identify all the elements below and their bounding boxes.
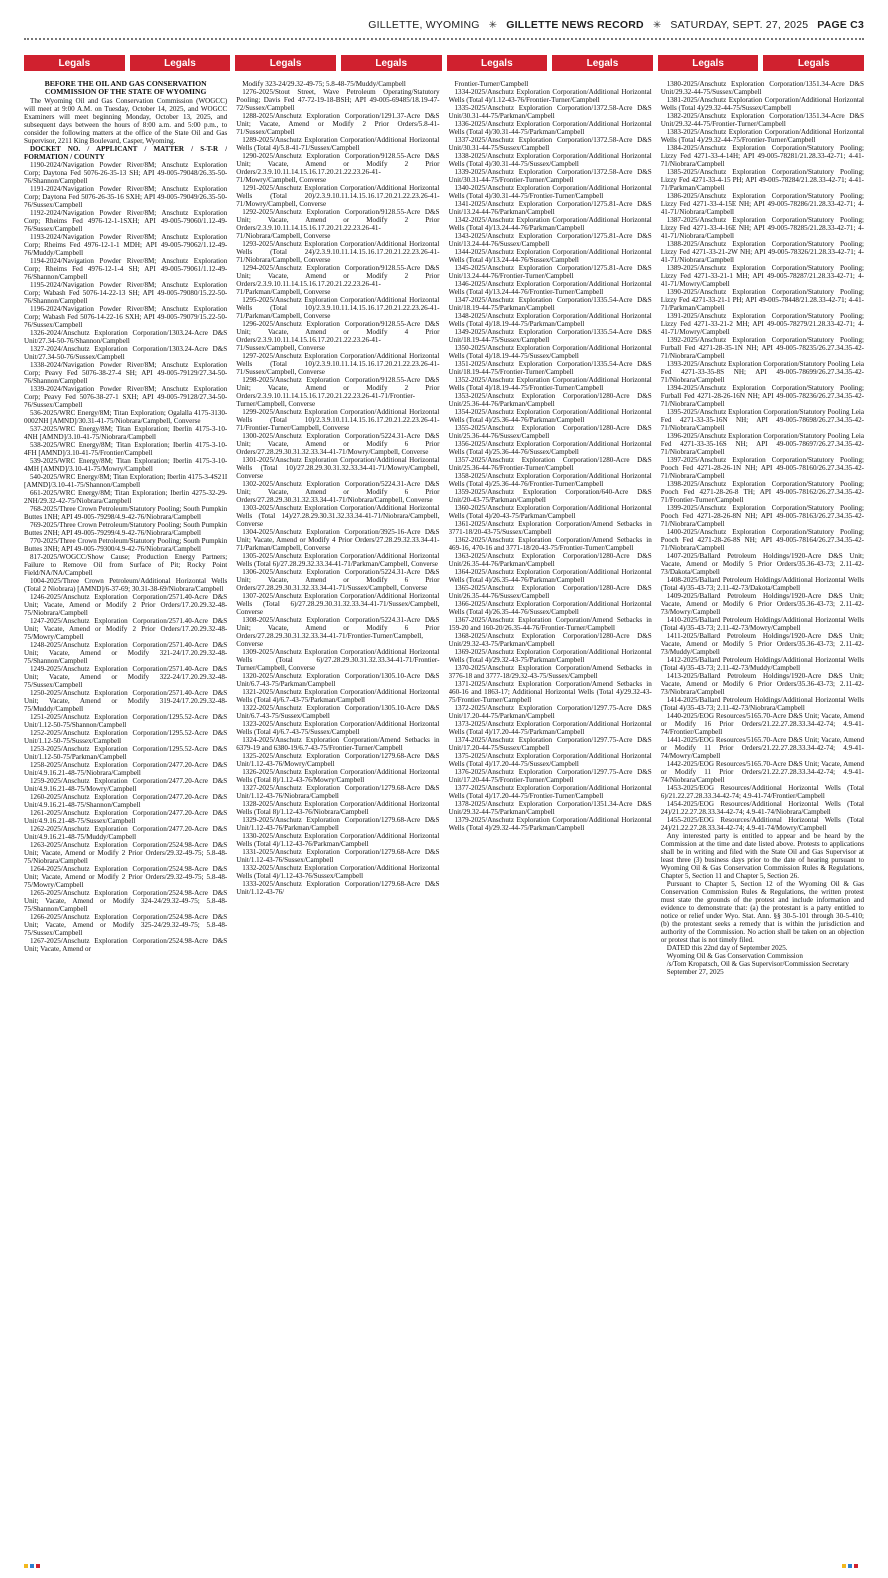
- legal-paragraph: 1393-2025/Anschutz Exploration Corporation/Statutory Pooling Leia Fed 4271-33-35-8S NH; API 49-005-78699/26.27.34.35-42-71/Niobrara/Campbell: [660, 360, 864, 384]
- legal-paragraph: 1379-2025/Anschutz Exploration Corporation/Additional Horizontal Wells (Total 4)/29.32-44-75/Parkman/Campbell: [448, 816, 652, 832]
- legal-paragraph: 1365-2025/Anschutz Exploration Corporation/1280-Acre D&S Unit/26.35-44-76/Sussex/Campbell: [448, 584, 652, 600]
- legal-paragraph: 1339-2024/Navigation Powder River/8M; Anschutz Exploration Corp; Peavy Fed 5076-38-27-1 SXH; API 49-005-79128/27.34-50-76/Sussex/Campbell: [24, 384, 228, 409]
- docket-header: DOCKET NO. / APPLICANT / MATTER / S-T-R / FORMATION / COUNTY: [24, 144, 228, 161]
- legal-paragraph: /s/Tom Kropatsch, Oil & Gas Supervisor/Commission Secretary: [666, 960, 849, 968]
- legal-paragraph: 1258-2025/Anschutz Exploration Corporation/2477.20-Acre D&S Unit/4.9.16.21-48-75/Niobrara/Campbell: [24, 760, 228, 777]
- legal-paragraph: 1325-2025/Anschutz Exploration Corporation/1279.68-Acre D&S Unit/1.12-43-76/Mowry/Campbell: [236, 752, 440, 768]
- legal-paragraph: 1383-2025/Anschutz Exploration Corporation/Additional Horizontal Wells (Total 4)/29.32-44-75/Frontier-Turner/Campbell: [660, 128, 864, 144]
- legal-paragraph: 1308-2025/Anschutz Exploration Corporation/5224.31-Acre D&S Unit; Vacate, Amend or Modify 6 Prior Orders/27.28.29.30.31.32.33.34-41-71/Frontier-Turner/Campbell, Converse: [236, 616, 440, 648]
- legal-paragraph: 661-2025/WRC Energy/8M; Titan Exploration; Iberlin 4275-32-29-2NH/29.32-42-75/Niobrara/Campbell: [24, 488, 228, 505]
- legal-paragraph: 1330-2025/Anschutz Exploration Corporation/Additional Horizontal Wells (Total 4)/1.12-43-76/Parkman/Campbell: [236, 832, 440, 848]
- legal-paragraph: 1249-2025/Anschutz Exploration Corporation/2571.40-Acre D&S Unit; Vacate, Amend or Modify 322-24/17.20.29.32-48-75/Sussex/Campbell: [24, 664, 228, 689]
- legal-paragraph: Frontier-Turner/Campbell: [454, 80, 529, 88]
- legal-paragraph: 1334-2025/Anschutz Exploration Corporation/Additional Horizontal Wells (Total 4)/1.12-43-76/Frontier-Turner/Campbell: [448, 88, 652, 104]
- legal-paragraph: 1321-2025/Anschutz Exploration Corporation/Additional Horizontal Wells (Total 4)/6.7-43-75/Parkman/Campbell: [236, 688, 440, 704]
- section-label: Legals: [447, 55, 548, 71]
- legal-paragraph: 537-2025/WRC Energy/8M; Titan Exploration; Iberlin 4175-3-10-4NH [AMND]/3.10-41-75/Niobrara/Campbell: [24, 424, 228, 441]
- legal-paragraph: Modify 323-24/29.32-49-75; 5.8-48-75/Muddy/Campbell: [242, 80, 406, 88]
- legal-paragraph: 1246-2025/Anschutz Exploration Corporation/2571.40-Acre D&S Unit; Vacate, Amend or Modify 2 Prior Orders/17.20.29.32-48-75/Niobrara/Campbell: [24, 592, 228, 617]
- legal-paragraph: 1329-2025/Anschutz Exploration Corporation/1279.68-Acre D&S Unit/1.12-43-76/Parkman/Campbell: [236, 816, 440, 832]
- registration-dot: [36, 1564, 40, 1568]
- legal-notice-body: [24, 80, 864, 1558]
- legal-paragraph: 1398-2025/Anschutz Exploration Corporation/Statutory Pooling; Pooch Fed 4271-28-26-8 TH; API 49-005-78162/26.27.34.35-42-71/Frontier-Turner/Campbell: [660, 480, 864, 504]
- masthead-paper-name: GILLETTE NEWS RECORD: [506, 19, 644, 31]
- legal-paragraph: 1307-2025/Anschutz Exploration Corporation/Additional Horizontal Wells (Total 6)/27.28.29.30.31.32.33.34-41-71/Sussex/Campbell, Converse: [236, 592, 440, 616]
- legal-paragraph: 1351-2025/Anschutz Exploration Corporation/1335.54-Acre D&S Unit/18.19-44-75/Frontier-Turner/Campbell: [448, 360, 652, 376]
- legal-paragraph: 1389-2025/Anschutz Exploration Corporation/Statutory Pooling; Lizzy Fed 4271-33-21-1 MH; API 49-005-78287/21.28.33-42-71; 4-41-71/Mowry/Campbell: [660, 264, 864, 288]
- legal-paragraph: 1339-2025/Anschutz Exploration Corporation/1372.58-Acre D&S Unit/30.31-44-75/Frontier-Turner/Campbell: [448, 168, 652, 184]
- legal-paragraph: 1290-2025/Anschutz Exploration Corporation/9128.55-Acre D&S Unit; Vacate, Amend or Modify 2 Prior Orders/2.3.9.10.11.14.15.16.17.20.21.22.23.26-41-71/Mowry/Campbell, Converse: [236, 152, 440, 184]
- legal-paragraph: 1372-2025/Anschutz Exploration Corporation/1297.75-Acre D&S Unit/17.20-44-75/Parkman/Campbell: [448, 704, 652, 720]
- legal-paragraph: 1302-2025/Anschutz Exploration Corporation/5224.31-Acre D&S Unit; Vacate, Amend or Modify 6 Prior Orders/27.28.29.30.31.32.33.34-41-71/Niobrara/Campbell, Converse: [236, 480, 440, 504]
- legal-paragraph: 1373-2025/Anschutz Exploration Corporation/Additional Horizontal Wells (Total 4)/17.20-44-75/Parkman/Campbell: [448, 720, 652, 736]
- legal-paragraph: 1391-2025/Anschutz Exploration Corporation/Statutory Pooling; Lizzy Fed 4271-33-21-2 MH; API 49-005-78279/21.28.33-42-71; 4-41-71/Mowry/Campbell: [660, 312, 864, 336]
- legal-paragraph: 1297-2025/Anschutz Exploration Corporation/Additional Horizontal Wells (Total 10)/2.3.9.10.11.14.15.16.17.20.21.22.23.26-41-71/Sussex/Campbell, Converse: [236, 352, 440, 376]
- section-ribbons: [24, 55, 864, 71]
- legal-paragraph: 1288-2025/Anschutz Exploration Corporation/1291.37-Acre D&S Unit; Vacate, Amend or Modify 2 Prior Orders/5.8-41-71/Sussex/Campbell: [236, 112, 440, 136]
- legal-paragraph: Pursuant to Chapter 5, Section 12 of the Wyoming Oil & Gas Conservation Commission Rules & Regulations, the written protest must state the grounds of the protest and include information and evidence to demonstrate that: (a) the protestant is a party entitled to notice or relief under Wyo. Stat. Ann. §§ 30-5-101 through 30-5-410; (b) the protestant seeks a remedy that is within the jurisdiction and authority of the Commission. No action shall be taken on an objection or protest that is not timely filed.: [660, 880, 864, 944]
- legal-paragraph: 1394-2025/Anschutz Exploration Corporation/Statutory Pooling; Furball Fed 4271-28-26-16N NH; API 49-005-78236/26.27.34.35-42-71/Niobrara/Campbell: [660, 384, 864, 408]
- legal-paragraph: 1410-2025/Ballard Petroleum Holdings/Additional Horizontal Wells (Total 4)/35-43-73; 2.11-42-73/Mowry/Campbell: [660, 616, 864, 632]
- legal-paragraph: 817-2025/WOGCC/Show Cause; Production Energy Partners; Failure to Remove Oil from Surface of Pit; Rocky Point Field/NA/NA/Campbell: [24, 552, 228, 577]
- legal-paragraph: 1366-2025/Anschutz Exploration Corporation/Additional Horizontal Wells (Total 4)/26.35-44-76/Sussex/Campbell: [448, 600, 652, 616]
- legal-paragraph: 1376-2025/Anschutz Exploration Corporation/1297.75-Acre D&S Unit/17.20-44-75/Frontier-Turner/Campbell: [448, 768, 652, 784]
- legal-paragraph: 1326-2024/Anschutz Exploration Corporation/1303.24-Acre D&S Unit/27.34-50-76/Shannon/Campbell: [24, 328, 228, 345]
- legal-paragraph: 1409-2025/Ballard Petroleum Holdings/1920-Acre D&S Unit; Vacate, Amend or Modify 6 Prior Orders/35.36-43-73; 2.11-42-73/Mowry/Campbell: [660, 592, 864, 616]
- legal-paragraph: 1387-2025/Anschutz Exploration Corporation/Statutory Pooling; Lizzy Fed 4271-33-4-16E NH; API 49-005-78285/21.28.33-42-71; 4-41-71/Niobrara/Campbell: [660, 216, 864, 240]
- legal-paragraph: 1371-2025/Anschutz Exploration Corporation/Amend Setbacks in 460-16 and 1863-17; Additional Horizontal Wells (Total 4)/29.32-43-75/Frontier-Turner/Campbell: [448, 680, 652, 704]
- legal-paragraph: 1399-2025/Anschutz Exploration Corporation/Statutory Pooling; Pooch Fed 4271-28-26-8N NH; API 49-005-78163/26.27.34.35-42-71/Niobrara/Campbell: [660, 504, 864, 528]
- legal-paragraph: 1300-2025/Anschutz Exploration Corporation/5224.31-Acre D&S Unit; Vacate, Amend or Modify 6 Prior Orders/27.28.29.30.31.32.33.34-41-71/Mowry/Campbell, Converse: [236, 432, 440, 456]
- legal-paragraph: 1395-2025/Anschutz Exploration Corporation/Statutory Pooling Leia Fed 4271-33-35-16N NH; API 49-005-78698/26.27.34.35-42-71/Niobrara/Campbell: [660, 408, 864, 432]
- legal-paragraph: 1359-2025/Anschutz Exploration Corporation/640-Acre D&S Unit/20-43-75/Parkman/Campbell: [448, 488, 652, 504]
- legal-paragraph: 1303-2025/Anschutz Exploration Corporation/Additional Horizontal Wells (Total 14)/27.28.29.30.31.32.33.34-41-71/Niobrara/Campbell, Converse: [236, 504, 440, 528]
- legal-paragraph: 1361-2025/Anschutz Exploration Corporation/Amend Setbacks in 3771-18/20-43-75/Sussex/Campbell: [448, 520, 652, 536]
- legal-paragraph: 1408-2025/Ballard Petroleum Holdings/Additional Horizontal Wells (Total 4)/35-43-73; 2.11-42-73/Dakota/Campbell: [660, 576, 864, 592]
- legal-paragraph: 1196-2024/Navigation Powder River/8M; Anschutz Exploration Corp; Wabash Fed 5076-14-22-16 SXH; API 49-005-79079/15.22-50-76/Sussex/Campbell: [24, 304, 228, 329]
- registration-dot: [854, 1564, 858, 1568]
- legal-paragraph: 1294-2025/Anschutz Exploration Corporation/9128.55-Acre D&S Unit; Vacate, Amend or Modify 2 Prior Orders/2.3.9.10.11.14.15.16.17.20.21.22.23.26-41-71/Parkman/Campbell, Converse: [236, 264, 440, 296]
- legal-paragraph: 1380-2025/Anschutz Exploration Corporation/1351.34-Acre D&S Unit/29.32-44-75/Sussex/Campbell: [660, 80, 864, 96]
- legal-paragraph: 1253-2025/Anschutz Exploration Corporation/1295.52-Acre D&S Unit/1.12-50-75/Parkman/Campbell: [24, 744, 228, 761]
- legal-paragraph: 1289-2025/Anschutz Exploration Corporation/Additional Horizontal Wells (Total 4)/5.8-41-71/Sussex/Campbell: [236, 136, 440, 152]
- masthead: [24, 14, 864, 36]
- legal-paragraph: 1349-2025/Anschutz Exploration Corporation/1335.54-Acre D&S Unit/18.19-44-75/Sussex/Campbell: [448, 328, 652, 344]
- legal-paragraph: 1355-2025/Anschutz Exploration Corporation/1280-Acre D&S Unit/25.36-44-76/Sussex/Campbell: [448, 424, 652, 440]
- legal-paragraph: 1004-2025/Three Crown Petroleum/Additional Horizontal Wells (Total 2 Niobrara) [AMND]/6-37-69; 30.31-38-69/Niobrara/Campbell: [24, 576, 228, 593]
- legal-paragraph: 1293-2025/Anschutz Exploration Corporation/Additional Horizontal Wells (Total 24)/2.3.9.10.11.14.15.16.17.20.21.22.23.26-41-71/Niobrara/Campbell, Converse: [236, 240, 440, 264]
- legal-paragraph: 1382-2025/Anschutz Exploration Corporation/1351.34-Acre D&S Unit/29.32-44-75/Frontier-Turner/Campbell: [660, 112, 864, 128]
- legal-paragraph: 540-2025/WRC Energy/8M; Titan Exploration; Iberlin 4175-3-4S21I [AMND]/3.10-41-75/Shannon/Campbell: [24, 472, 228, 489]
- legal-paragraph: 1263-2025/Anschutz Exploration Corporation/2524.98-Acre D&S Unit; Vacate, Amend or Modify 2 Prior Orders/29.32-49-75; 5.8-48-75/Niobrara/Campbell: [24, 840, 228, 865]
- section-label: Legals: [235, 55, 336, 71]
- section-label: Legals: [552, 55, 653, 71]
- legal-paragraph: 1385-2025/Anschutz Exploration Corporation/Statutory Pooling; Lizzy Fed 4271-33-4-15 PH; API 49-005-78284/21.28.33-42-71; 4-41-71/Parkman/Campbell: [660, 168, 864, 192]
- legal-paragraph: 1340-2025/Anschutz Exploration Corporation/Additional Horizontal Wells (Total 4)/30.31-44-75/Frontier-Turner/Campbell: [448, 184, 652, 200]
- legal-paragraph: The Wyoming Oil and Gas Conservation Commission (WOGCC) will meet at 9:00 A.M. on Tuesday, October 14, 2025, and WOGCC Examiners will meet beginning Monday, October 13, 2025, and subsequent days between the hours of 8:00 a.m. and 5:00 p.m., to consider the following matters at the office of the State Oil and Gas Supervisor, 2211 King Boulevard, Casper, Wyoming.: [24, 96, 228, 145]
- legal-paragraph: 1247-2025/Anschutz Exploration Corporation/2571.40-Acre D&S Unit; Vacate, Amend or Modify 2 Prior Orders/17.20.29.32-48-75/Mowry/Campbell: [24, 616, 228, 641]
- legal-paragraph: 1369-2025/Anschutz Exploration Corporation/Additional Horizontal Wells (Total 4)/29.32-43-75/Parkman/Campbell: [448, 648, 652, 664]
- legal-paragraph: 1337-2025/Anschutz Exploration Corporation/1372.58-Acre D&S Unit/30.31-44-75/Sussex/Campbell: [448, 136, 652, 152]
- registration-dot: [24, 1564, 28, 1568]
- legal-paragraph: 1345-2025/Anschutz Exploration Corporation/1275.81-Acre D&S Unit/13.24-44-76/Frontier-Turner/Campbell: [448, 264, 652, 280]
- legal-paragraph: 1441-2025/EOG Resources/5165.70-Acre D&S Unit; Vacate, Amend or Modify 11 Prior Orders/21.22.27.28.33.34-42-74; 4.9-41-74/Mowry/Campbell: [660, 736, 864, 760]
- legal-paragraph: 1350-2025/Anschutz Exploration Corporation/Additional Horizontal Wells (Total 4)/18.19-44-75/Sussex/Campbell: [448, 344, 652, 360]
- text-column-1: [24, 80, 227, 1558]
- legal-paragraph: 1370-2025/Anschutz Exploration Corporation/Amend Setbacks in 3776-18 and 3777-18/29.32-43-75/Sussex/Campbell: [448, 664, 652, 680]
- legal-paragraph: 1354-2025/Anschutz Exploration Corporation/Additional Horizontal Wells (Total 4)/25.36-44-76/Parkman/Campbell: [448, 408, 652, 424]
- legal-paragraph: 1375-2025/Anschutz Exploration Corporation/Additional Horizontal Wells (Total 4)/17.20-44-75/Sussex/Campbell: [448, 752, 652, 768]
- legal-paragraph: 1346-2025/Anschutz Exploration Corporation/Additional Horizontal Wells (Total 4)/13.24-44-76/Frontier-Turner/Campbell: [448, 280, 652, 296]
- legal-paragraph: 1343-2025/Anschutz Exploration Corporation/1275.81-Acre D&S Unit/13.24-44-76/Sussex/Campbell: [448, 232, 652, 248]
- legal-paragraph: DATED this 22nd day of September 2025.: [666, 944, 788, 952]
- legal-paragraph: 1440-2025/EOG Resources/5165.70-Acre D&S Unit; Vacate, Amend or Modify 16 Prior Orders/21.22.27.28.33.34-42-74; 4.9-41-74/Frontier/Campbell: [660, 712, 864, 736]
- legal-paragraph: 1301-2025/Anschutz Exploration Corporation/Additional Horizontal Wells (Total 10)/27.28.29.30.31.32.33.34-41-71/Mowry/Campbell, Converse: [236, 456, 440, 480]
- section-label: Legals: [24, 55, 125, 71]
- legal-paragraph: 1320-2025/Anschutz Exploration Corporation/1305.10-Acre D&S Unit/6.7-43-75/Parkman/Campbell: [236, 672, 440, 688]
- legal-paragraph: 1262-2025/Anschutz Exploration Corporation/2477.20-Acre D&S Unit/4.9.16.21-48-75/Muddy/Campbell: [24, 824, 228, 841]
- legal-paragraph: 1305-2025/Anschutz Exploration Corporation/Additional Horizontal Wells (Total 6)/27.28.29.32.33.34-41-71/Parkman/Campbell, Converse: [236, 552, 440, 568]
- legal-paragraph: 1266-2025/Anschutz Exploration Corporation/2524.98-Acre D&S Unit; Vacate, Amend or Modify 325-24/29.32-49-75; 5.8-48-75/Sussex/Campbell: [24, 912, 228, 937]
- legal-paragraph: 1194-2024/Navigation Powder River/8M; Anschutz Exploration Corp; Rheims Fed 4976-12-1-4 SH; API 49-005-79061/1.12-49-76/Shannon/Campbell: [24, 256, 228, 281]
- legal-paragraph: 1407-2025/Ballard Petroleum Holdings/1920-Acre D&S Unit; Vacate, Amend or Modify 5 Prior Orders/35.36-43-73; 2.11-42-73/Dakota/Campbell: [660, 552, 864, 576]
- text-column-3: [449, 80, 652, 1558]
- legal-paragraph: 1195-2024/Navigation Powder River/8M; Anschutz Exploration Corp; Wabash Fed 5076-14-22-13 SH; API 49-005-79080/15.22-50-76/Shannon/Campbell: [24, 280, 228, 305]
- legal-paragraph: 1322-2025/Anschutz Exploration Corporation/1305.10-Acre D&S Unit/6.7-43-75/Sussex/Campbell: [236, 704, 440, 720]
- legal-paragraph: 770-2025/Three Crown Petroleum/Statutory Pooling; South Pumpkin Buttes 3NH; API 49-005-79300/4.9-42-76/Niobrara/Campbell: [24, 536, 228, 553]
- legal-paragraph: 1296-2025/Anschutz Exploration Corporation/9128.55-Acre D&S Unit; Vacate, Amend or Modify 4 Prior Orders/2.3.9.10.11.14.15.16.17.20.21.22.23.26-41-71/Sussex/Campbell, Converse: [236, 320, 440, 352]
- legal-paragraph: 1390-2025/Anschutz Exploration Corporation/Statutory Pooling; Lizzy Fed 4271-33-21-1 PH; API 49-005-78448/21.28.33-42-71; 4-41-71/Parkman/Campbell: [660, 288, 864, 312]
- color-registration-bar: [24, 1564, 864, 1569]
- legal-paragraph: 1261-2025/Anschutz Exploration Corporation/2477.20-Acre D&S Unit/4.9.16.21-48-75/Sussex/Campbell: [24, 808, 228, 825]
- legal-paragraph: 536-2025/WRC Energy/8M; Titan Exploration; Ogalalla 4175-3130-0002NH [AMND]/30.31-41-75/Niobrara/Campbell, Converse: [24, 408, 228, 425]
- masthead-page-number: PAGE C3: [817, 19, 864, 31]
- legal-paragraph: 1335-2025/Anschutz Exploration Corporation/1372.58-Acre D&S Unit/30.31-44-75/Parkman/Campbell: [448, 104, 652, 120]
- legal-paragraph: Any interested party is entitled to appear and be heard by the Commission at the time and date listed above. Protests to applications shall be in writing and filed with the State Oil and Gas Supervisor at least three (3) business days prior to the date of hearing pursuant to Wyoming Oil & Gas Conservation Commission Rules & Regulations, Chapter 5, Section 11 and Chapter 5, Section 26.: [660, 832, 864, 880]
- legal-paragraph: 1326-2025/Anschutz Exploration Corporation/Additional Horizontal Wells (Total 8)/1.12-43-76/Mowry/Campbell: [236, 768, 440, 784]
- legal-paragraph: 1384-2025/Anschutz Exploration Corporation/Statutory Pooling; Lizzy Fed 4271-33-4-14H; API 49-005-78281/21.28.33-42-71; 4-41-71/Niobrara/Campbell: [660, 144, 864, 168]
- legal-paragraph: 1276-2025/Stout Street, Wave Petroleum Operating/Statutory Pooling; Davis Fed 47-72-19-18-BSH; API 49-005-69485/18.19-47-72/Sussex/Campbell: [236, 88, 440, 112]
- legal-paragraph: 1332-2025/Anschutz Exploration Corporation/Additional Horizontal Wells (Total 4)/1.12-43-76/Sussex/Campbell: [236, 864, 440, 880]
- legal-paragraph: 1348-2025/Anschutz Exploration Corporation/Additional Horizontal Wells (Total 4)/18.19-44-75/Parkman/Campbell: [448, 312, 652, 328]
- legal-paragraph: 1381-2025/Anschutz Exploration Corporation/Additional Horizontal Wells (Total 4)/29.32-44-75/Sussex/Campbell: [660, 96, 864, 112]
- legal-paragraph: 1352-2025/Anschutz Exploration Corporation/Additional Horizontal Wells (Total 4)/18.19-44-75/Frontier-Turner/Campbell: [448, 376, 652, 392]
- legal-paragraph: 1344-2025/Anschutz Exploration Corporation/Additional Horizontal Wells (Total 4)/13.24-44-76/Sussex/Campbell: [448, 248, 652, 264]
- section-label: Legals: [130, 55, 231, 71]
- legal-paragraph: 1190-2024/Navigation Powder River/8M; Anschutz Exploration Corp; Daytona Fed 5076-26-35-13 SH; API 49-005-79048/26.35-50-76/Shannon/Campbell: [24, 160, 228, 185]
- section-label: Legals: [658, 55, 759, 71]
- legal-paragraph: 1413-2025/Ballard Petroleum Holdings/1920-Acre D&S Unit; Vacate, Amend or Modify 6 Prior Orders/35.36-43-73; 2.11-42-73/Niobrara/Campbell: [660, 672, 864, 696]
- legal-paragraph: 1299-2025/Anschutz Exploration Corporation/Additional Horizontal Wells (Total 10)/2.3.9.10.11.14.15.16.17.20.21.22.23.26-41-71/Frontier-Turner/Campbell, Converse: [236, 408, 440, 432]
- legal-paragraph: 1298-2025/Anschutz Exploration Corporation/9128.55-Acre D&S Unit; Vacate, Amend or Modify 2 Prior Orders/2.3.9.10.11.14.15.16.17.20.21.22.23.26-41-71/Frontier-Turner/Campbell, Converse: [236, 376, 440, 408]
- legal-paragraph: 1453-2025/EOG Resources/Additional Horizontal Wells (Total 6)/21.22.27.28.33.34-42-74; 4.9-41-74/Frontier/Campbell: [660, 784, 864, 800]
- legal-paragraph: 1397-2025/Anschutz Exploration Corporation/Statutory Pooling; Pooch Fed 4271-28-26-1N NH; API 49-005-78160/26.27.34.35-42-71/Niobrara/Campbell: [660, 456, 864, 480]
- registration-dot: [30, 1564, 34, 1568]
- legal-paragraph: 539-2025/WRC Energy/8M; Titan Exploration; Iberlin 4175-3-10-4MH [AMND]/3.10-41-75/Mowry/Campbell: [24, 456, 228, 473]
- legal-paragraph: 1323-2025/Anschutz Exploration Corporation/Additional Horizontal Wells (Total 4)/6.7-43-75/Sussex/Campbell: [236, 720, 440, 736]
- legal-paragraph: 1191-2024/Navigation Powder River/8M; Anschutz Exploration Corp; Daytona Fed 5076-26-35-16 SXH; API 49-005-79049/26.35-50-76/Sussex/Campbell: [24, 184, 228, 209]
- legal-paragraph: 1357-2025/Anschutz Exploration Corporation/1280-Acre D&S Unit/25.36-44-76/Frontier-Turner/Campbell: [448, 456, 652, 472]
- legal-paragraph: 1309-2025/Anschutz Exploration Corporation/Additional Horizontal Wells (Total 6)/27.28.29.30.31.32.33.34-41-71/Frontier-Turner/Campbell, Converse: [236, 648, 440, 672]
- registration-dot: [842, 1564, 846, 1568]
- legal-paragraph: 1338-2025/Anschutz Exploration Corporation/Additional Horizontal Wells (Total 4)/30.31-44-75/Sussex/Campbell: [448, 152, 652, 168]
- section-label: Legals: [341, 55, 442, 71]
- legal-paragraph: 768-2025/Three Crown Petroleum/Statutory Pooling; South Pumpkin Buttes 1NH; API 49-005-79298/4.9-42-76/Niobrara/Campbell: [24, 504, 228, 521]
- legal-paragraph: 1260-2025/Anschutz Exploration Corporation/2477.20-Acre D&S Unit/4.9.16.21-48-75/Shannon/Campbell: [24, 792, 228, 809]
- legal-paragraph: 1374-2025/Anschutz Exploration Corporation/1297.75-Acre D&S Unit/17.20-44-75/Sussex/Campbell: [448, 736, 652, 752]
- legal-paragraph: 1367-2025/Anschutz Exploration Corporation/Amend Setbacks in 159-20 and 160-20/26.35-44-76/Frontier-Turner/Campbell: [448, 616, 652, 632]
- legal-paragraph: 1377-2025/Anschutz Exploration Corporation/Additional Horizontal Wells (Total 4)/17.20-44-75/Frontier-Turner/Campbell: [448, 784, 652, 800]
- legal-paragraph: 1267-2025/Anschutz Exploration Corporation/2524.98-Acre D&S Unit; Vacate, Amend or: [24, 936, 228, 953]
- legal-paragraph: 1324-2025/Anschutz Exploration Corporation/Amend Setbacks in 6379-19 and 6380-19/6.7-43-75/Frontier-Turner/Campbell: [236, 736, 440, 752]
- legal-paragraph: 1333-2025/Anschutz Exploration Corporation/1279.68-Acre D&S Unit/1.12-43-76/: [236, 880, 440, 896]
- legal-paragraph: 1347-2025/Anschutz Exploration Corporation/1335.54-Acre D&S Unit/18.19-44-75/Parkman/Campbell: [448, 296, 652, 312]
- masthead-divider: [24, 38, 864, 42]
- legal-paragraph: 1454-2025/EOG Resources/Additional Horizontal Wells (Total 24)/21.22.27.28.33.34-42-74; 4.9-41-74/Niobrara/Campbell: [660, 800, 864, 816]
- legal-paragraph: 1442-2025/EOG Resources/5165.70-Acre D&S Unit; Vacate, Amend or Modify 11 Prior Orders/21.22.27.28.33.34-42-74; 4.9-41-74/Niobrara/Campbell: [660, 760, 864, 784]
- legal-paragraph: 1363-2025/Anschutz Exploration Corporation/1280-Acre D&S Unit/26.35-44-76/Parkman/Campbell: [448, 552, 652, 568]
- legal-paragraph: 1341-2025/Anschutz Exploration Corporation/1275.81-Acre D&S Unit/13.24-44-76/Parkman/Campbell: [448, 200, 652, 216]
- text-column-4: [661, 80, 864, 1558]
- legal-paragraph: 1292-2025/Anschutz Exploration Corporation/9128.55-Acre D&S Unit; Vacate, Amend or Modify 2 Prior Orders/2.3.9.10.11.14.15.16.17.20.21.22.23.26-41-71/Niobrara/Campbell, Converse: [236, 208, 440, 240]
- legal-paragraph: 538-2025/WRC Energy/8M; Titan Exploration; Iberlin 4175-3-10-4FH [AMND]/3.10-41-75/Frontier/Campbell: [24, 440, 228, 457]
- legal-paragraph: 1388-2025/Anschutz Exploration Corporation/Statutory Pooling; Lizzy Fed 4271-33-21-2W NH; API 49-005-78326/21.28.33-42-71; 4-41-71/Niobrara/Campbell: [660, 240, 864, 264]
- registration-dot: [848, 1564, 852, 1568]
- legal-paragraph: 1328-2025/Anschutz Exploration Corporation/Additional Horizontal Wells (Total 8)/1.12-43-76/Niobrara/Campbell: [236, 800, 440, 816]
- legal-paragraph: 1291-2025/Anschutz Exploration Corporation/Additional Horizontal Wells (Total 20)/2.3.9.10.11.14.15.16.17.20.21.22.23.26-41-71/Mowry/Campbell, Converse: [236, 184, 440, 208]
- notice-heading: BEFORE THE OIL AND GAS CONSERVATION COMMISSION OF THE STATE OF WYOMING: [44, 80, 207, 97]
- masthead-date: SATURDAY, SEPT. 27, 2025: [670, 19, 809, 31]
- star-icon: ✳: [488, 19, 498, 31]
- legal-paragraph: 1368-2025/Anschutz Exploration Corporation/1280-Acre D&S Unit/29.32-43-75/Parkman/Campbell: [448, 632, 652, 648]
- legal-paragraph: 1360-2025/Anschutz Exploration Corporation/Additional Horizontal Wells (Total 4)/20-43-75/Parkman/Campbell: [448, 504, 652, 520]
- section-label: Legals: [763, 55, 864, 71]
- legal-paragraph: 1411-2025/Ballard Petroleum Holdings/1920-Acre D&S Unit; Vacate, Amend or Modify 5 Prior Orders/35.36-43-73; 2.11-42-73/Muddy/Campbell: [660, 632, 864, 656]
- legal-paragraph: 1264-2025/Anschutz Exploration Corporation/2524.98-Acre D&S Unit; Vacate, Amend or Modify 2 Prior Orders/29.32-49-75; 5.8-48-75/Mowry/Campbell: [24, 864, 228, 889]
- masthead-location: GILLETTE, WYOMING: [368, 19, 480, 31]
- legal-paragraph: 1336-2025/Anschutz Exploration Corporation/Additional Horizontal Wells (Total 4)/30.31-44-75/Parkman/Campbell: [448, 120, 652, 136]
- legal-paragraph: 1248-2025/Anschutz Exploration Corporation/2571.40-Acre D&S Unit; Vacate, Amend or Modify 321-24/17.20.29.32-48-75/Shannon/Campbell: [24, 640, 228, 665]
- legal-paragraph: 1364-2025/Anschutz Exploration Corporation/Additional Horizontal Wells (Total 4)/26.35-44-76/Parkman/Campbell: [448, 568, 652, 584]
- legal-paragraph: 1342-2025/Anschutz Exploration Corporation/Additional Horizontal Wells (Total 4)/13.24-44-76/Parkman/Campbell: [448, 216, 652, 232]
- legal-paragraph: 1327-2024/Anschutz Exploration Corporation/1303.24-Acre D&S Unit/27.34-50-76/Sussex/Campbell: [24, 344, 228, 361]
- legal-paragraph: 1400-2025/Anschutz Exploration Corporation/Statutory Pooling; Pooch Fed 4271-28-26-8S NH; API 49-005-78164/26.27.34.35-42-71/Niobrara/Campbell: [660, 528, 864, 552]
- text-column-2: [236, 80, 439, 1558]
- legal-paragraph: 1455-2025/EOG Resources/Additional Horizontal Wells (Total 24)/21.22.27.28.33.34-42-74; 4.9-41-74/Mowry/Campbell: [660, 816, 864, 832]
- legal-paragraph: 1396-2025/Anschutz Exploration Corporation/Statutory Pooling Leia Fed 4271-33-35-16S NH; API 49-005-78697/26.27.34.35-42-71/Niobrara/Campbell: [660, 432, 864, 456]
- legal-paragraph: 1392-2025/Anschutz Exploration Corporation/Statutory Pooling; Furball Fed 4271-28-35-1N NH; API 49-005-78235/26.27.34.35-42-71/Niobrara/Campbell: [660, 336, 864, 360]
- legal-paragraph: 1259-2025/Anschutz Exploration Corporation/2477.20-Acre D&S Unit/4.9.16.21-48-75/Mowry/Campbell: [24, 776, 228, 793]
- legal-paragraph: 1193-2024/Navigation Powder River/8M; Anschutz Exploration Corp; Rheims Fed 4976-12-1-1 MDH; API 49-005-79062/1.12-49-76/Muddy/Campbell: [24, 232, 228, 257]
- legal-paragraph: 1295-2025/Anschutz Exploration Corporation/Additional Horizontal Wells (Total 10)/2.3.9.10.11.14.15.16.17.20.21.22.23.26-41-71/Parkman/Campbell, Converse: [236, 296, 440, 320]
- legal-paragraph: 1358-2025/Anschutz Exploration Corporation/Additional Horizontal Wells (Total 4)/25.36-44-76/Frontier-Turner/Campbell: [448, 472, 652, 488]
- legal-paragraph: 1414-2025/Ballard Petroleum Holdings/Additional Horizontal Wells (Total 4)/35-43-73; 2.11-42-73/Niobrara/Campbell: [660, 696, 864, 712]
- legal-paragraph: 1327-2025/Anschutz Exploration Corporation/1279.68-Acre D&S Unit/1.12-43-76/Niobrara/Campbell: [236, 784, 440, 800]
- legal-paragraph: 769-2025/Three Crown Petroleum/Statutory Pooling; South Pumpkin Buttes 2NH; API 49-005-79299/4.9-42-76/Niobrara/Campbell: [24, 520, 228, 537]
- legal-paragraph: 1250-2025/Anschutz Exploration Corporation/2571.40-Acre D&S Unit; Vacate, Amend or Modify 319-24/17.20.29.32-48-75/Muddy/Campbell: [24, 688, 228, 713]
- legal-paragraph: 1356-2025/Anschutz Exploration Corporation/Additional Horizontal Wells (Total 4)/25.36-44-76/Sussex/Campbell: [448, 440, 652, 456]
- legal-paragraph: 1192-2024/Navigation Powder River/8M; Anschutz Exploration Corp; Rheims Fed 4976-12-1-1SXH; API 49-005-79060/1.12-49-76/Sussex/Campbell: [24, 208, 228, 233]
- legal-paragraph: 1306-2025/Anschutz Exploration Corporation/5224.31-Acre D&S Unit; Vacate, Amend or Modify 6 Prior Orders/27.28.29.30.31.32.33.34-41-71/Sussex/Campbell, Converse: [236, 568, 440, 592]
- legal-paragraph: 1353-2025/Anschutz Exploration Corporation/1280-Acre D&S Unit/25.36-44-76/Parkman/Campbell: [448, 392, 652, 408]
- legal-paragraph: 1338-2024/Navigation Powder River/8M; Anschutz Exploration Corp; Peavy Fed 5076-38-27-4 SH; API 49-005-79129/27.34-50-76/Shannon/Campbell: [24, 360, 228, 385]
- legal-paragraph: 1304-2025/Anschutz Exploration Corporation/3925-16-Acre D&S Unit; Vacate, Amend or Modify 4 Prior Orders/27.28.29.32.33.34-41-71/Parkman/Campbell, Converse: [236, 528, 440, 552]
- legal-paragraph: September 27, 2025: [666, 968, 724, 976]
- legal-paragraph: 1252-2025/Anschutz Exploration Corporation/1295.52-Acre D&S Unit/1.12-50-75/Sussex/Campbell: [24, 728, 228, 745]
- legal-paragraph: 1265-2025/Anschutz Exploration Corporation/2524.98-Acre D&S Unit; Vacate, Amend or Modify 324-24/29.32-49-75; 5.8-48-75/Shannon/Campbell: [24, 888, 228, 913]
- star-icon: ✳: [652, 19, 662, 31]
- legal-paragraph: 1362-2025/Anschutz Exploration Corporation/Amend Setbacks in 469-16, 470-16 and 3771-18/20-43-75/Frontier-Turner/Campbell: [448, 536, 652, 552]
- legal-paragraph: 1378-2025/Anschutz Exploration Corporation/1351.34-Acre D&S Unit/29.32-44-75/Parkman/Campbell: [448, 800, 652, 816]
- legal-paragraph: 1251-2025/Anschutz Exploration Corporation/1295.52-Acre D&S Unit/1.12-50-75/Shannon/Campbell: [24, 712, 228, 729]
- legal-paragraph: Wyoming Oil & Gas Conservation Commission: [666, 952, 803, 960]
- legal-paragraph: 1386-2025/Anschutz Exploration Corporation/Statutory Pooling; Lizzy Fed 4271-33-4-15E NH; API 49-005-78286/21.28.33-42-71; 4-41-71/Niobrara/Campbell: [660, 192, 864, 216]
- legal-paragraph: 1331-2025/Anschutz Exploration Corporation/1279.68-Acre D&S Unit/1.12-43-76/Sussex/Campbell: [236, 848, 440, 864]
- legal-paragraph: 1412-2025/Ballard Petroleum Holdings/Additional Horizontal Wells (Total 4)/35-43-73; 2.11-42-73/Muddy/Campbell: [660, 656, 864, 672]
